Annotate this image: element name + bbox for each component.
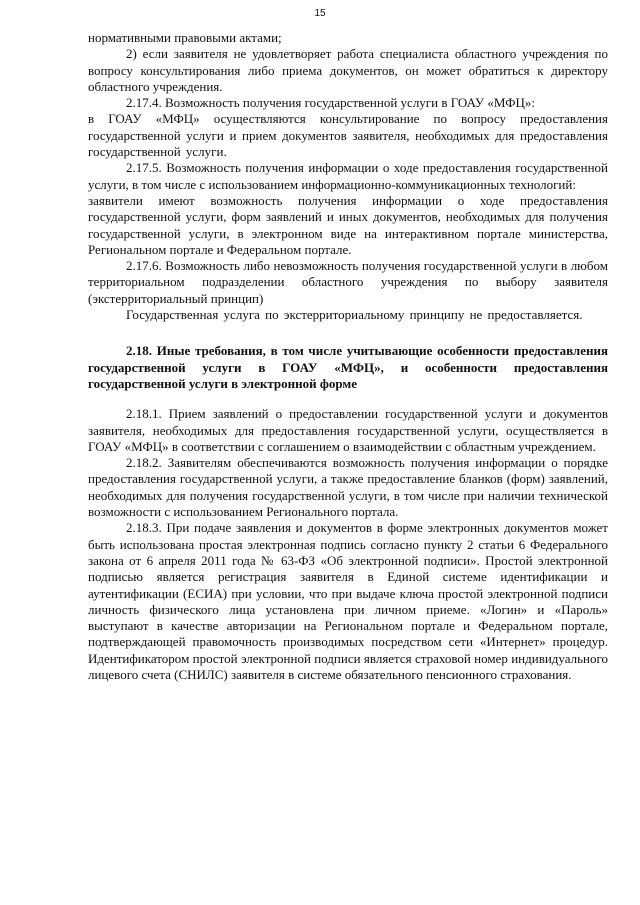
paragraph-mfc-consulting: в ГОАУ «МФЦ» осуществляются консультирование по вопросу предоставления государственной услуги и прием документов заявителя, необходимых для предоставления государственной услуги. — [88, 111, 608, 160]
paragraph-complaint-director: 2) если заявителя не удовлетворяет работа специалиста областного учреждения по вопросу консультирования либо приема документов, он может обратиться к директору областного учреждения. — [88, 46, 608, 94]
page-number: 15 — [314, 8, 326, 19]
paragraph-2-17-6: 2.17.6. Возможность либо невозможность получения государственной услуги в любом территориальном подразделении областного учреждения по выбору заявителя (экстерриториальный принцип) — [88, 258, 608, 306]
paragraph-2-18-1: 2.18.1. Прием заявлений о предоставлении государственной услуги и документов заявителя, необходимых для предоставления государственной услуги, осуществляется в ГОАУ «МФЦ» в соответствии с соглашением о взаимодействии с областным учреждением. — [88, 406, 608, 454]
paragraph-normative-acts: нормативными правовыми актами; — [88, 30, 282, 45]
paragraph-2-18-3: 2.18.3. При подаче заявления и документов в форме электронных документов может быть использована простая электронная подпись согласно пункту 2 статьи 6 Федерального закона от 6 апреля 2011 года № 63-ФЗ «Об электронной подписи». Простой электронной подписью является регистрация заявителя в Единой системе идентификации и аутентификации (ЕСИА) при условии, что при выдаче ключа простой электронной подписи личность физического лица установлена при личном приеме. «Логин» и «Пароль» выступают в качестве авторизации на Региональном портале и Федеральном портале, подтверждающей правомочность производимых посредством сети «Интернет» процедур. Идентификатором простой электронной подписи является страховой номер индивидуального лицевого счета (СНИЛС) заявителя в системе обязательного пенсионного страхования. — [88, 520, 608, 682]
paragraph-2-17-5: 2.17.5. Возможность получения информации о ходе предоставления государственной услуги, в том числе с использованием информационно-коммуникационных технологий: — [88, 160, 608, 192]
section-heading-2-18: 2.18. Иные требования, в том числе учитывающие особенности предоставления государственной услуги в ГОАУ «МФЦ», и особенности предоставления государственной услуги в электронной форме — [88, 343, 608, 391]
document-body — [88, 30, 608, 683]
paragraph-info-access: заявители имеют возможность получения информации о ходе предоставления государственной услуги, форм заявлений и иных документов, необходимых для получения государственной услуги, в электронном виде на интерактивном портале министерства, Региональном портале и Федеральном портале. — [88, 192, 608, 257]
paragraph-extraterritorial: Государственная услуга по экстерриториальному принципу не предоставляется. — [126, 307, 583, 323]
paragraph-2-18-2: 2.18.2. Заявителям обеспечиваются возможность получения информации о порядке предоставления государственной услуги, а также предоставление бланков (форм) заявлений, необходимых для получения государственной услуги, в том числе при наличии технической возможности с использованием Регионального портала. — [88, 455, 608, 520]
paragraph-2-17-4: 2.17.4. Возможность получения государственной услуги в ГОАУ «МФЦ»: — [126, 95, 536, 111]
